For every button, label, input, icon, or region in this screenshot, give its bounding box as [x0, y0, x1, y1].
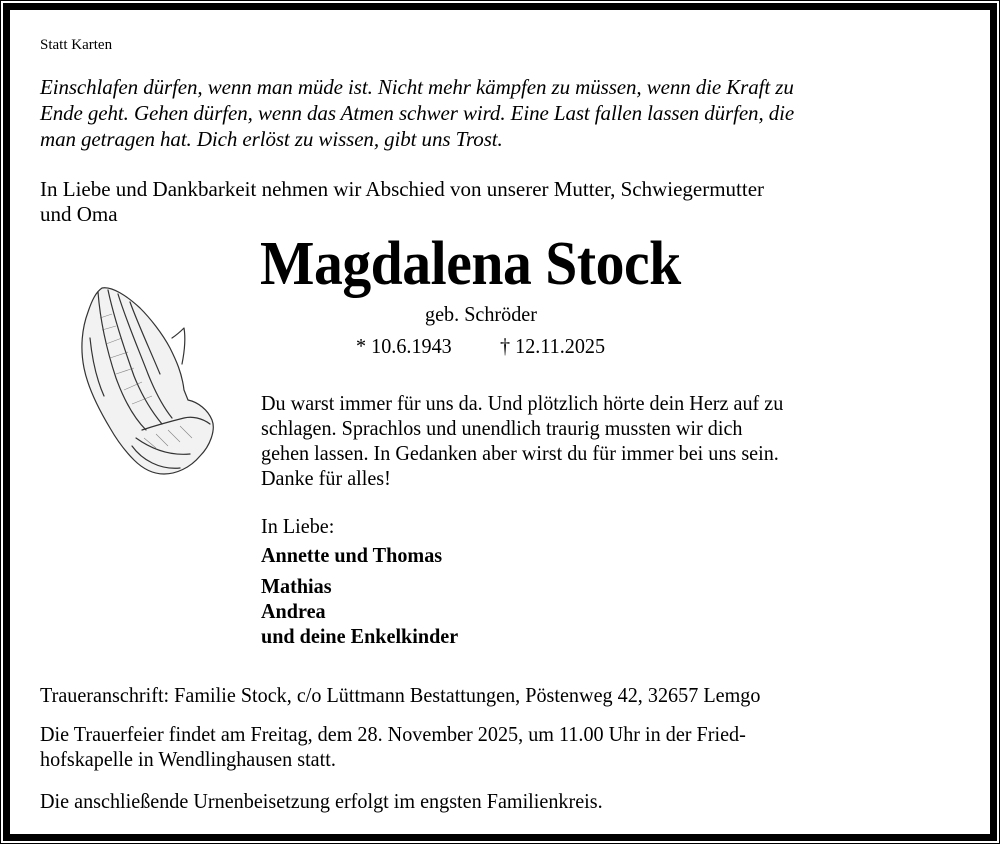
message-line: Danke für alles! — [261, 466, 391, 490]
deceased-name: Magdalena Stock — [260, 230, 681, 298]
message-line: gehen lassen. In Gedanken aber wirst du für immer bei uns sein. — [261, 441, 779, 465]
message-line: Du warst immer für uns da. Und plötzlich hörte dein Herz auf zu — [261, 391, 784, 415]
maiden-name: geb. Schröder — [425, 302, 537, 326]
praying-hands-icon — [72, 278, 222, 486]
quote-line: man getragen hat. Dich erlöst zu wissen, gibt uns Trost. — [40, 127, 503, 151]
burial-note: Die anschließende Urnenbeisetzung erfolgt im engsten Familienkreis. — [40, 789, 603, 813]
mourner-name: Andrea — [261, 599, 326, 623]
ceremony-line: Die Trauerfeier findet am Freitag, dem 28. November 2025, um 11.00 Uhr in der Fried- — [40, 722, 746, 746]
statt-karten-label: Statt Karten — [40, 37, 113, 53]
death-date: † 12.11.2025 — [500, 334, 606, 358]
message-line: schlagen. Sprachlos und unendlich traurig mussten wir dich — [261, 416, 743, 440]
mourners-heading: In Liebe: — [261, 514, 335, 538]
mourner-name: Annette und Thomas — [261, 543, 443, 567]
birth-date: * 10.6.1943 — [356, 334, 452, 358]
ceremony-line: hofskapelle in Wendlinghausen statt. — [40, 747, 336, 771]
mourner-name: und deine Enkelkinder — [261, 624, 459, 648]
quote-line: Einschlafen dürfen, wenn man müde ist. Nicht mehr kämpfen zu müssen, wenn die Kraft zu — [40, 75, 794, 99]
mourner-name: Mathias — [261, 574, 332, 598]
intro-line: und Oma — [40, 202, 118, 226]
intro-line: In Liebe und Dankbarkeit nehmen wir Abschied von unserer Mutter, Schwiegermutter — [40, 177, 765, 201]
funeral-address: Traueranschrift: Familie Stock, c/o Lüttmann Bestattungen, Pöstenweg 42, 32657 Lemgo — [40, 683, 761, 707]
quote-line: Ende geht. Gehen dürfen, wenn das Atmen schwer wird. Eine Last fallen lassen dürfen, die — [40, 101, 795, 125]
